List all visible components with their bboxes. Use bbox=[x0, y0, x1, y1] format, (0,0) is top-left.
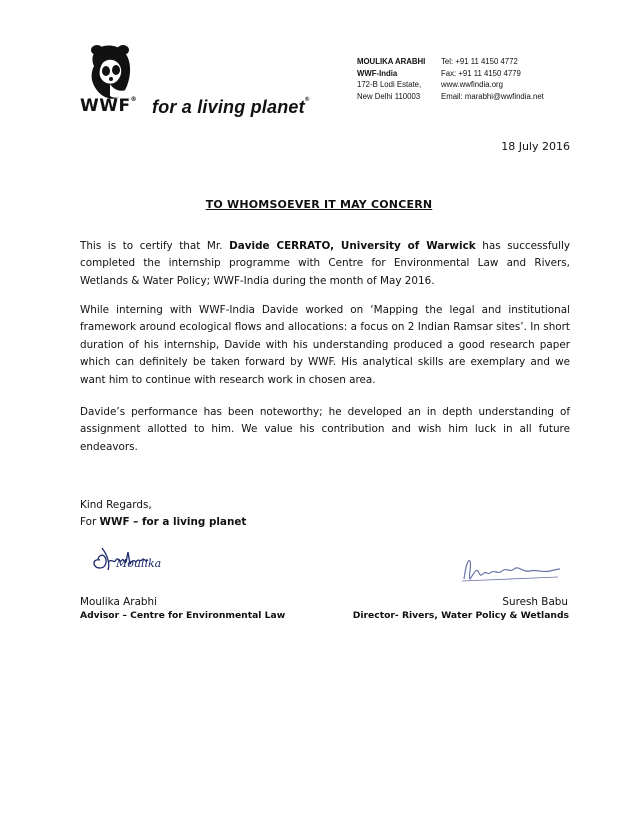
tagline-registered-mark: ® bbox=[304, 97, 310, 103]
body-paragraph-1 bbox=[80, 238, 570, 290]
contact-org: WWF-India bbox=[357, 68, 398, 78]
signature-left bbox=[88, 538, 168, 578]
kind-regards: Kind Regards, bbox=[80, 499, 152, 511]
letter-subject: TO WHOMSOEVER IT MAY CONCERN bbox=[205, 198, 433, 211]
contact-fax: Fax: +91 11 4150 4779 bbox=[441, 68, 521, 78]
contact-address-line1: 172-B Lodi Estate, bbox=[357, 80, 422, 90]
contact-address-line2: New Delhi 110003 bbox=[357, 91, 421, 101]
closing-block bbox=[80, 497, 246, 531]
signatory-right-title: Director- Rivers, Water Policy & Wetlands bbox=[352, 610, 569, 621]
tagline: for a living planet® bbox=[152, 97, 310, 117]
contact-tel: Tel: +91 11 4150 4772 bbox=[441, 57, 518, 66]
body-paragraph-2: While interning with WWF-India Davide worked on ‘Mapping the legal and institutional framework around ecological flows and allocations: a focus on 2 Indian Ramsar sites’. In short duration of his internship, Davide with his understanding produced a good research paper which can definitely be taken forward by WWF. His analytical skills are exemplary and we want him to continue with research work in chosen area. bbox=[80, 304, 570, 386]
signatory-right-name: Suresh Babu bbox=[502, 596, 568, 608]
wwf-wordmark: WWF® bbox=[80, 96, 138, 116]
p1-intro: This is to certify that Mr. bbox=[80, 240, 230, 252]
contact-block-right bbox=[441, 56, 581, 102]
contact-block-left bbox=[357, 56, 435, 102]
contact-email[interactable]: Email: marabhi@wwfindia.net bbox=[441, 91, 544, 101]
for-line: For WWF – for a living planet bbox=[80, 516, 247, 528]
contact-website[interactable]: www.wwfindia.org bbox=[441, 80, 503, 90]
signature-left-text: Moulika bbox=[116, 557, 162, 570]
intern-name: Davide CERRATO, University of Warwick bbox=[229, 240, 476, 252]
registered-mark: ® bbox=[130, 96, 138, 103]
contact-name: MOULIKA ARABHI bbox=[357, 57, 426, 66]
for-org: WWF – for a living planet bbox=[99, 516, 247, 528]
body-paragraph-3: Davide’s performance has been noteworthy; he developed an in depth understanding of assignment allotted to him. We value his contribution and wish him luck in all future endeavors. bbox=[80, 406, 570, 453]
p1-rest: has successfully completed the internship programme with Centre for Environmental Law and Rivers, Wetlands & Water Policy; WWF-India during the month of May 2016. bbox=[80, 240, 571, 287]
letter-date: 18 July 2016 bbox=[501, 140, 570, 153]
signatory-left-title: Advisor – Centre for Environmental Law bbox=[80, 610, 286, 621]
signatory-left-name: Moulika Arabhi bbox=[80, 596, 158, 608]
signature-right bbox=[458, 555, 562, 583]
